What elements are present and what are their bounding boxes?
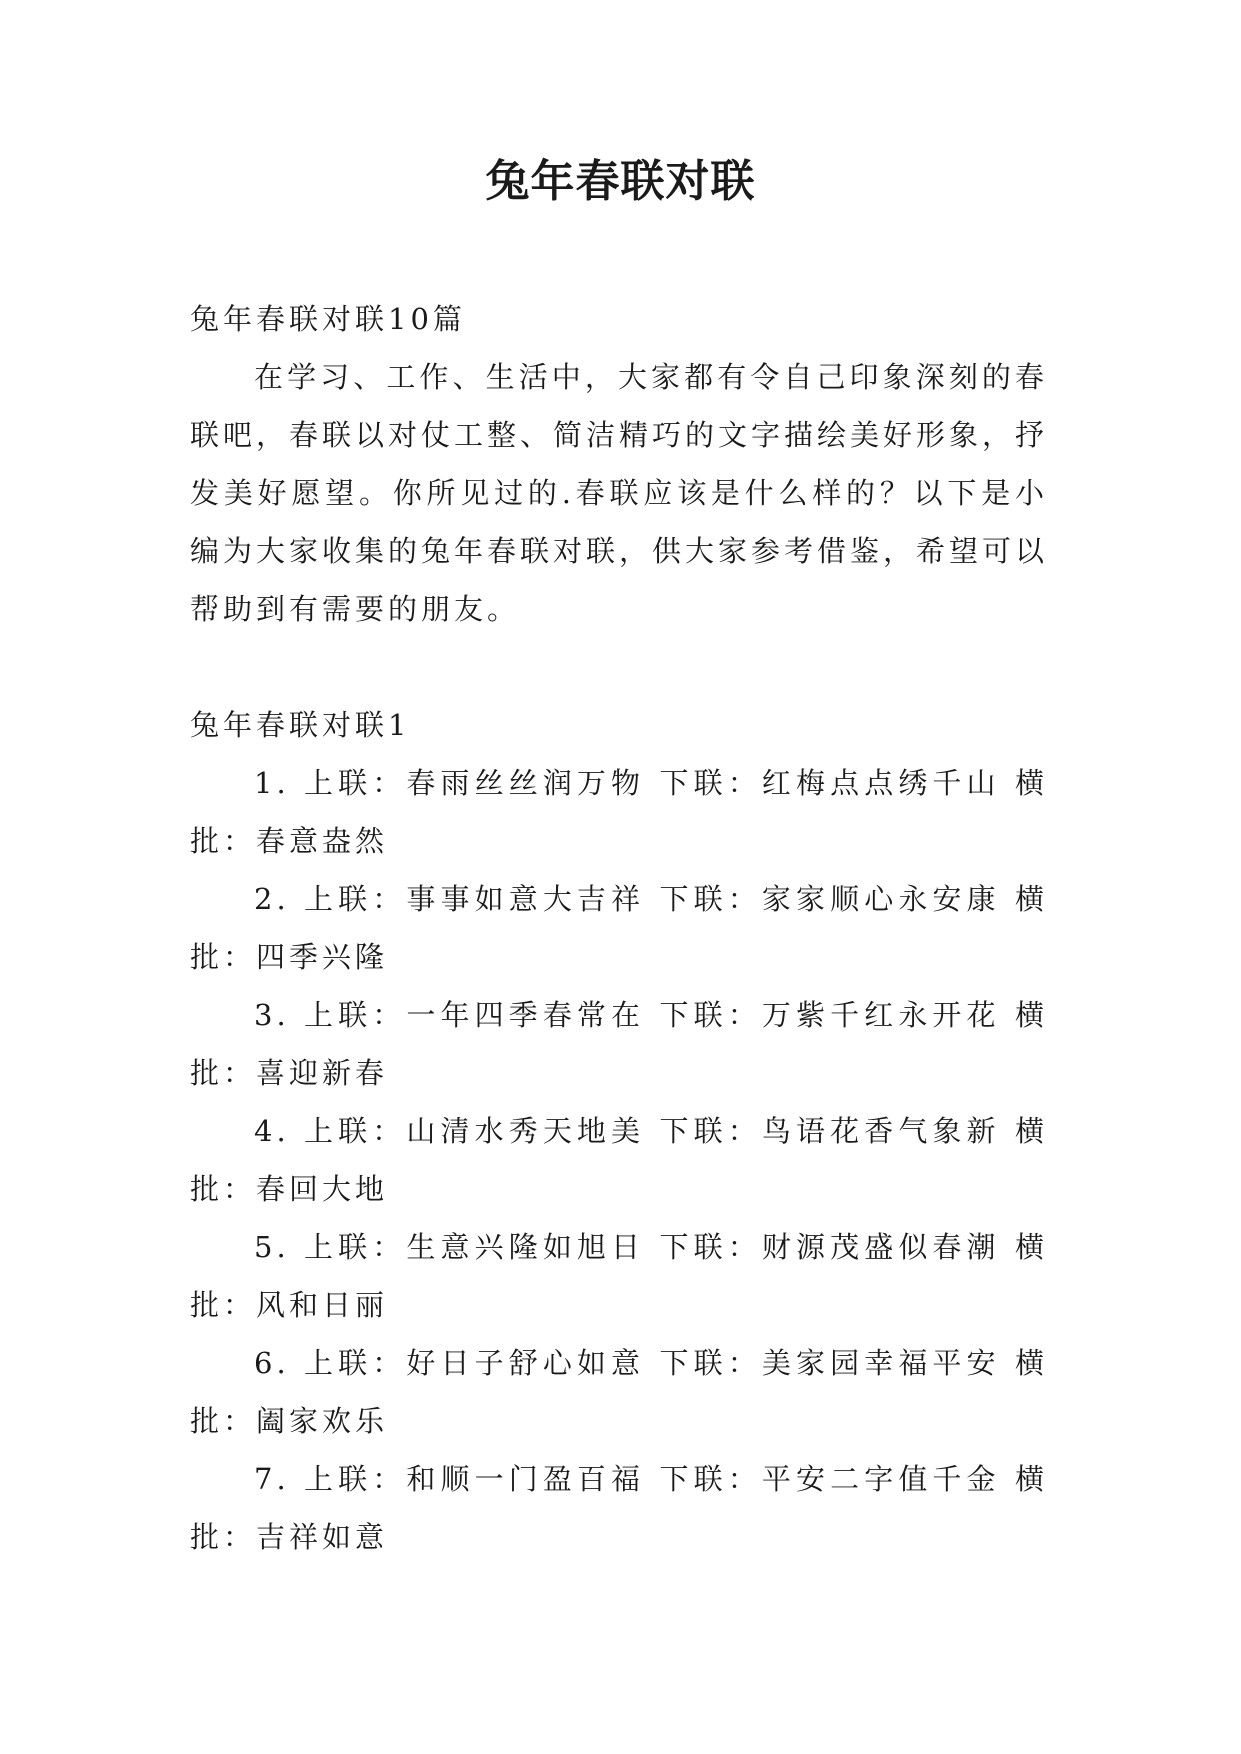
paragraph-spacer	[190, 638, 1048, 696]
couplet-item-4: 4. 上联：山清水秀天地美 下联：鸟语花香气象新 横批：春回大地	[190, 1114, 1048, 1206]
couplet-item-6: 6. 上联：好日子舒心如意 下联：美家园幸福平安 横批：阖家欢乐	[190, 1346, 1048, 1438]
section-heading: 兔年春联对联1	[190, 708, 411, 742]
article-subtitle: 兔年春联对联10篇	[190, 302, 466, 336]
couplet-item-7: 7. 上联：和顺一门盈百福 下联：平安二字值千金 横批：吉祥如意	[190, 1462, 1048, 1554]
document-body	[190, 290, 1048, 1566]
couplet-item-2: 2. 上联：事事如意大吉祥 下联：家家顺心永安康 横批：四季兴隆	[190, 882, 1048, 974]
intro-paragraph: 在学习、工作、生活中，大家都有令自己印象深刻的春联吧，春联以对仗工整、简洁精巧的文字描绘美好形象，抒发美好愿望。你所见过的.春联应该是什么样的？以下是小编为大家收集的兔年春联对联，供大家参考借鉴，希望可以帮助到有需要的朋友。	[190, 360, 1049, 626]
document-title: 兔年春联对联	[485, 156, 756, 207]
couplet-item-5: 5. 上联：生意兴隆如旭日 下联：财源茂盛似春潮 横批：风和日丽	[190, 1230, 1048, 1322]
couplet-item-1: 1. 上联：春雨丝丝润万物 下联：红梅点点绣千山 横批：春意盎然	[190, 766, 1048, 858]
couplet-item-3: 3. 上联：一年四季春常在 下联：万紫千红永开花 横批：喜迎新春	[190, 998, 1048, 1090]
